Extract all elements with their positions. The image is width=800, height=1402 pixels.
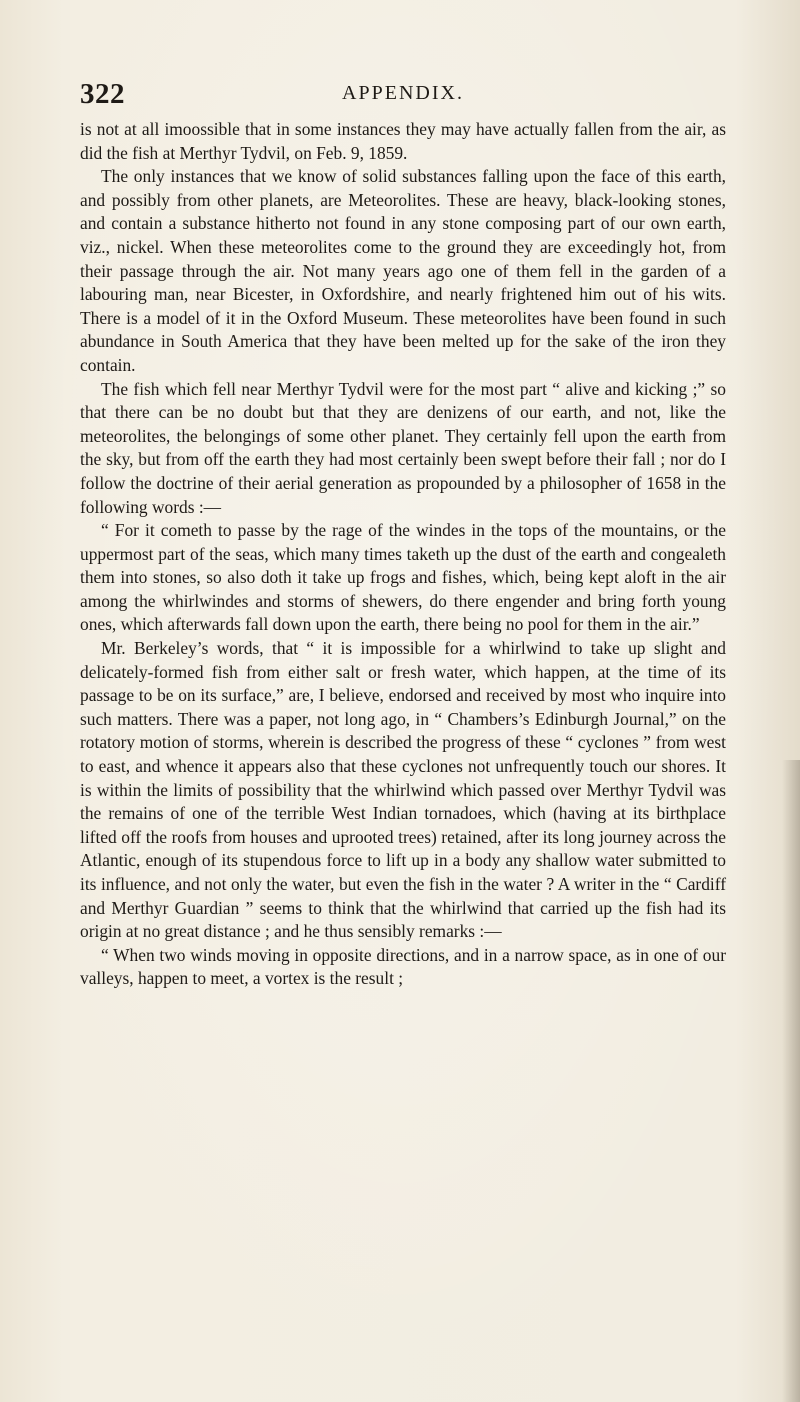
paragraph-4-quotation: “ For it cometh to passe by the rage of the windes in the tops of the mountains, or the uppermost part of the seas, which many times taketh up the dust of the earth and congealeth them into stones, so also doth it take up frogs and fishes, which, being kept aloft in the air among the whirlwindes and storms of shewers, do there engender and bring forth young ones, which afterwards fall down upon the earth, there being no pool for them in the air.” xyxy=(80,520,726,635)
running-head: APPENDIX. xyxy=(342,82,464,104)
paragraph-3: The fish which fell near Merthyr Tydvil were for the most part “ alive and kicking ;” so that there can be no doubt but that they are denizens of our earth, and not, like the meteorolites, the belongings of some other planet. They certainly fell upon the earth from the sky, but from off the earth they had most certainly been swept before their fall ; nor do I follow the doctrine of their aerial generation as propounded by a philosopher of 1658 in the following words :— xyxy=(80,378,726,517)
paragraph-1: is not at all imoossible that in some instances they may have actually fallen from the air, as did the fish at Merthyr Tydvil, on Feb. 9, 1859. xyxy=(80,119,726,163)
page-header xyxy=(80,78,726,118)
body-text xyxy=(80,118,726,991)
paragraph-6-quotation: “ When two winds moving in opposite directions, and in a narrow space, as in one of our valleys, happen to meet, a vortex is the result ; xyxy=(80,944,726,989)
paragraph-5: Mr. Berkeley’s words, that “ it is impossible for a whirlwind to take up slight and delicately-formed fish from either salt or fresh water, which happen, at the time of its passage to be on its surface,” are, I believe, endorsed and received by most who inquire into such matters. There was a paper, not long ago, in “ Chambers’s Edinburgh Journal,” on the rotatory motion of storms, wherein is described the progress of these “ cyclones ” from west to east, and whence it appears also that these cyclones not unfrequently touch our shores. It is within the limits of possibility that the whirlwind which passed over Merthyr Tydvil was the remains of one of the terrible West Indian tornadoes, which (having at its birthplace lifted off the roofs from houses and uprooted trees) retained, after its long journey across the Atlantic, enough of its stupendous force to lift up in a body any shallow water submitted to its influence, and not only the water, but even the fish in the water ? A writer in the “ Cardiff and Merthyr Guardian ” seems to think that the whirlwind that carried up the fish had its origin at no great distance ; and he thus sensibly remarks :— xyxy=(80,638,726,942)
page-edge-shadow xyxy=(782,760,800,1402)
page-number: 322 xyxy=(80,78,125,110)
paragraph-2: The only instances that we know of solid substances falling upon the face of this earth, and possibly from other planets, are Meteorolites. These are heavy, black-looking stones, and contain a substance hitherto not found in any stone composing part of our own earth, viz., nickel. When these meteorolites come to the ground they are exceedingly hot, from their passage through the air. Not many years ago one of them fell in the garden of a labouring man, near Bicester, in Oxfordshire, and nearly frightened him out of his wits. There is a model of it in the Oxford Museum. These meteorolites have been found in such abundance in South America that they have been melted up for the sake of the iron they contain. xyxy=(80,166,726,375)
